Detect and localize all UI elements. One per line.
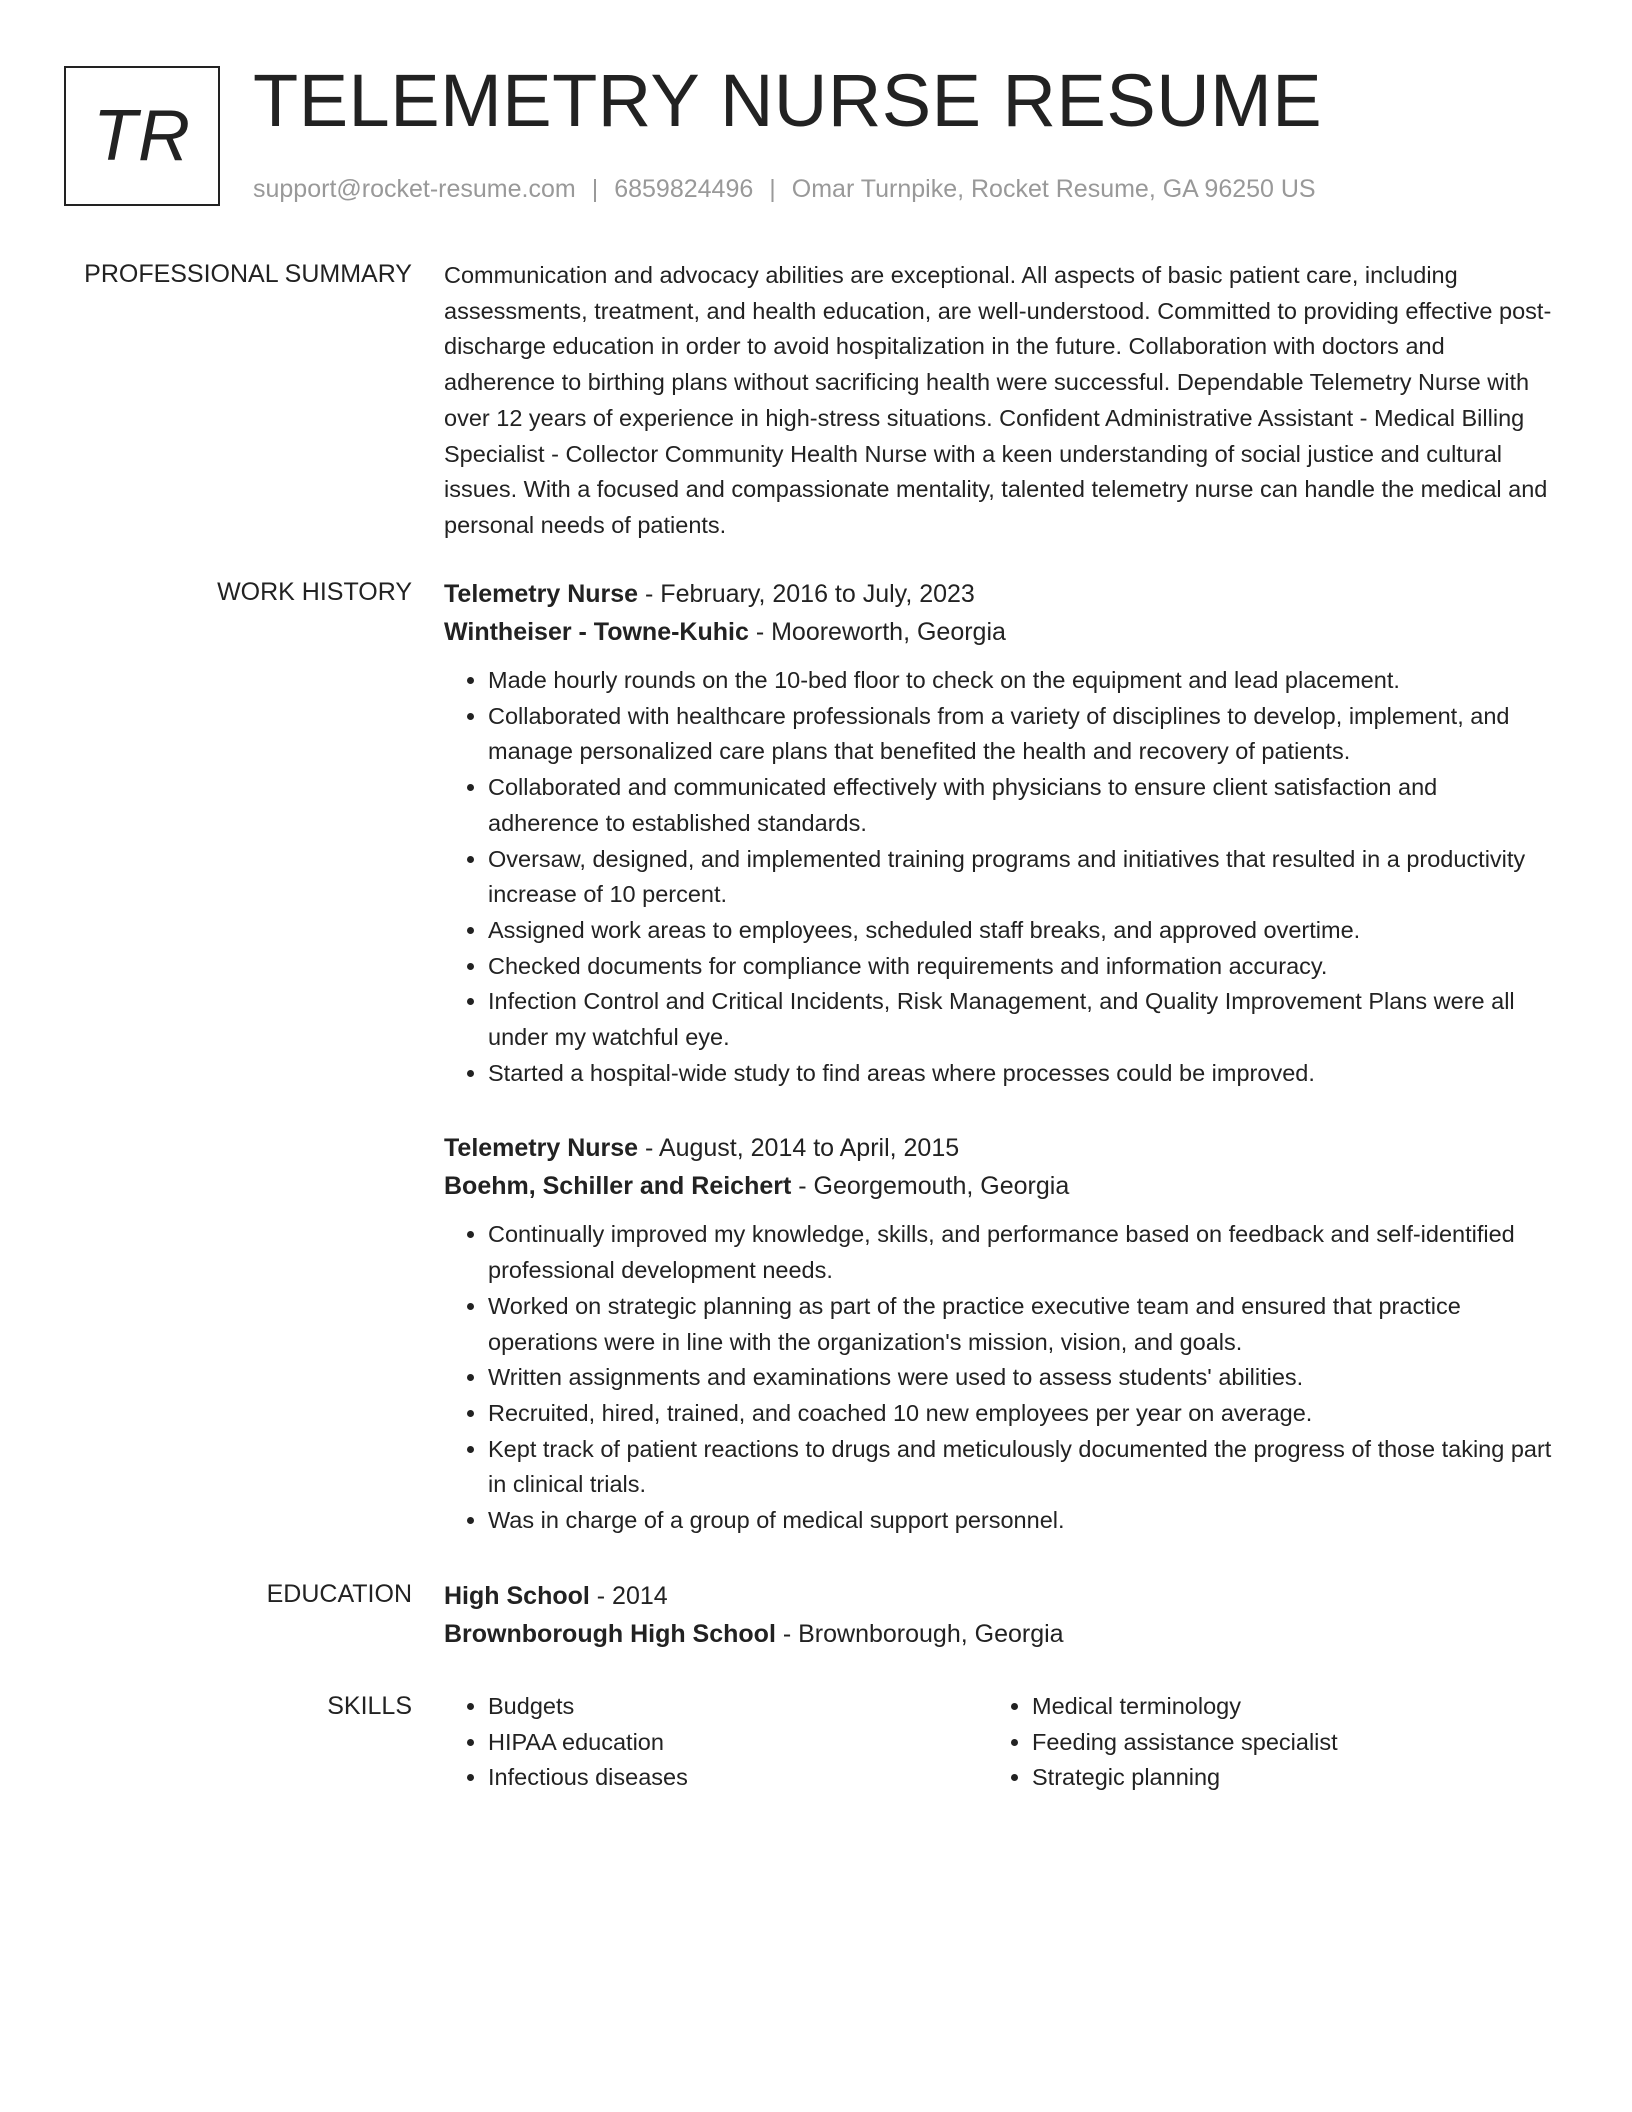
job-title: Telemetry Nurse <box>444 580 639 608</box>
job-company: Boehm, Schiller and Reichert <box>444 1172 792 1201</box>
summary-body <box>444 258 1554 544</box>
contact-email: support@rocket-resume.com <box>253 175 576 203</box>
skill-item: • HIPAA education <box>488 1725 988 1761</box>
education-year: - 2014 <box>589 1582 668 1610</box>
summary-text: Communication and advocacy abilities are exceptional. All aspects of basic patient care, including assessments, treatment, and health education, are well-understood. Committed to providing effective post-discharge education in order to avoid hospitalization in the future. Collaboration with doctors and adherence to birthing plans without sacrificing health were successful. Dependable Telemetry Nurse with over 12 years of experience in high-stress situations. Confident Administrative Assistant - Medical Billing Specialist - Collector Community Health Nurse with a keen understanding of social justice and cultural issues. With a focused and compassionate mentality, talented telemetry nurse can handle the medical and personal needs of patients. <box>444 262 1552 538</box>
skills-columns <box>444 1689 1554 1796</box>
contact-separator: | <box>769 175 776 203</box>
monogram-logo: TR <box>64 66 220 206</box>
list-item: • Worked on strategic planning as part of the practice executive team and ensured that practice operations were in line with the organization's mission, vision, and goals. <box>488 1289 1554 1360</box>
job-location: - Georgemouth, Georgia <box>791 1172 1070 1201</box>
list-item: • Written assignments and examinations were used to assess students' abilities. <box>488 1360 1554 1396</box>
skill-item: • Strategic planning <box>1032 1760 1532 1796</box>
work-history-body <box>444 575 1554 1539</box>
education-degree-line <box>444 1577 1554 1615</box>
list-item: • Started a hospital-wide study to find areas where processes could be improved. <box>488 1056 1554 1092</box>
education-school-line <box>444 1615 1554 1653</box>
contact-line <box>253 173 1316 205</box>
skill-item: • Feeding assistance specialist <box>1032 1725 1532 1761</box>
skill-item: • Budgets <box>488 1689 988 1725</box>
job-title-line <box>444 575 1554 613</box>
job-company-line <box>444 613 1554 651</box>
job-title-line <box>444 1129 1554 1167</box>
education-degree: High School <box>444 1582 590 1610</box>
list-item: • Kept track of patient reactions to drugs and meticulously documented the progress of those taking part in clinical trials. <box>488 1432 1554 1503</box>
list-item: • Continually improved my knowledge, skills, and performance based on feedback and self-identified professional development needs. <box>488 1217 1554 1288</box>
section-label-work-history: WORK HISTORY <box>217 578 412 606</box>
list-item: • Oversaw, designed, and implemented training programs and initiatives that resulted in a productivity increase of 10 percent. <box>488 842 1554 913</box>
list-item: • Assigned work areas to employees, scheduled staff breaks, and approved overtime. <box>488 913 1554 949</box>
list-item: • Made hourly rounds on the 10-bed floor to check on the equipment and lead placement. <box>488 663 1554 699</box>
skills-column-1 <box>444 1689 988 1796</box>
job-bullets <box>444 663 1554 1091</box>
job-dates: - February, 2016 to July, 2023 <box>638 580 975 608</box>
job-entry <box>444 1129 1554 1538</box>
job-dates: - August, 2014 to April, 2015 <box>638 1134 960 1163</box>
education-body <box>444 1577 1554 1653</box>
education-location: - Brownborough, Georgia <box>775 1620 1064 1648</box>
skills-column-2 <box>988 1689 1532 1796</box>
skill-item: • Infectious diseases <box>488 1760 988 1796</box>
list-item: • Was in charge of a group of medical support personnel. <box>488 1503 1554 1539</box>
job-title: Telemetry Nurse <box>444 1134 639 1163</box>
contact-address: Omar Turnpike, Rocket Resume, GA 96250 US <box>791 175 1316 203</box>
skill-item: • Medical terminology <box>1032 1689 1532 1725</box>
list-item: • Recruited, hired, trained, and coached 10 new employees per year on average. <box>488 1396 1554 1432</box>
job-company: Wintheiser - Towne-Kuhic <box>444 618 749 646</box>
contact-separator: | <box>591 175 599 203</box>
page-title: TELEMETRY NURSE RESUME <box>253 59 1323 142</box>
job-location: - Mooreworth, Georgia <box>748 618 1006 646</box>
list-item: • Collaborated with healthcare professionals from a variety of disciplines to develop, implement, and manage personalized care plans that benefited the health and recovery of patients. <box>488 699 1554 770</box>
list-item: • Checked documents for compliance with requirements and information accuracy. <box>488 949 1554 985</box>
education-school: Brownborough High School <box>444 1620 776 1648</box>
section-label-summary: PROFESSIONAL SUMMARY <box>84 260 412 288</box>
job-entry <box>444 575 1554 1091</box>
job-bullets <box>444 1217 1554 1538</box>
section-label-skills: SKILLS <box>327 1692 412 1720</box>
section-label-education: EDUCATION <box>266 1580 412 1608</box>
list-item: • Collaborated and communicated effectively with physicians to ensure client satisfaction and adherence to established standards. <box>488 770 1554 841</box>
contact-phone: 6859824496 <box>614 175 754 203</box>
job-company-line <box>444 1167 1554 1205</box>
skills-body <box>444 1689 1554 1796</box>
list-item: • Infection Control and Critical Incidents, Risk Management, and Quality Improvement Plans were all under my watchful eye. <box>488 984 1554 1055</box>
